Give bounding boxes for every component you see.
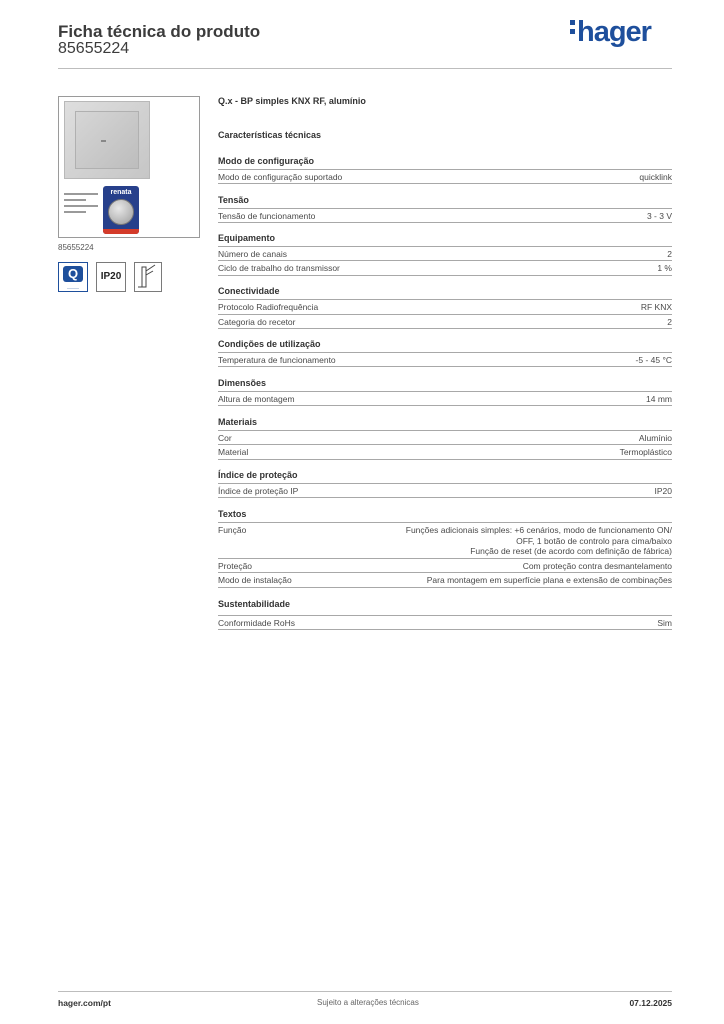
spec-value: Para montagem em superfície plana e extensão de combinações [426, 575, 672, 585]
footer-divider [58, 991, 672, 992]
section-divider [218, 629, 672, 630]
section-title: Índice de proteção [218, 470, 298, 480]
footer-notice: Sujeito a alterações técnicas [317, 998, 419, 1007]
spec-row [218, 246, 672, 259]
page-title: Ficha técnica do produto [58, 22, 261, 41]
spec-value: IP20 [654, 486, 672, 496]
spec-label: Material [218, 447, 249, 457]
section-title: Equipamento [218, 233, 276, 243]
footer-date: 07.12.2025 [629, 998, 672, 1008]
spec-row [218, 299, 672, 312]
hager-logo [570, 16, 651, 48]
product-reference: 85655224 [58, 40, 130, 57]
section-divider [218, 183, 672, 184]
spec-value: Alumínio [638, 433, 672, 443]
spec-label: Categoria do recetor [218, 317, 296, 327]
spec-row [218, 430, 672, 443]
spec-label: Altura de montagem [218, 394, 295, 404]
spec-label: Temperatura de funcionamento [218, 355, 336, 365]
spec-row [218, 444, 672, 457]
spec-row [218, 260, 672, 273]
surface-mount-icon [134, 262, 162, 292]
spec-row [218, 558, 672, 571]
technical-characteristics-heading: Características técnicas [218, 130, 322, 140]
spec-label: Conformidade RoHs [218, 618, 296, 628]
section-divider [218, 587, 672, 588]
section-divider [218, 497, 672, 498]
spec-row [218, 314, 672, 327]
spec-label: Protocolo Radiofrequência [218, 302, 319, 312]
section-divider [218, 366, 672, 367]
spec-value: Com proteção contra desmantelamento [522, 561, 672, 571]
ip-rating-badge: IP20 [96, 262, 126, 292]
battery-brand: renata [110, 189, 132, 196]
spec-label: Modo de configuração suportado [218, 172, 343, 182]
section-title: Sustentabilidade [218, 599, 291, 609]
spec-label: Modo de instalação [218, 575, 292, 585]
status-led [101, 140, 106, 142]
spec-label: Cor [218, 433, 232, 443]
spec-label: Tensão de funcionamento [218, 211, 316, 221]
product-image [58, 96, 200, 238]
spec-value [352, 525, 672, 557]
spec-row [218, 352, 672, 365]
battery-stripe [103, 229, 139, 234]
section-title: Condições de utilização [218, 339, 321, 349]
spec-row [218, 615, 672, 628]
surface-mount-drawing [135, 263, 161, 291]
spec-value: quicklink [639, 172, 672, 182]
spec-value-line: OFF, 1 botão de controlo para cima/baixo [516, 535, 672, 546]
spec-value: Termoplástico [619, 447, 672, 457]
section-title: Dimensões [218, 378, 267, 388]
spec-value: 2 [667, 317, 672, 327]
logo-colon-icon [570, 16, 577, 38]
spec-value: 14 mm [646, 394, 672, 404]
spec-row [218, 208, 672, 221]
spec-label: Índice de proteção IP [218, 486, 299, 496]
section-divider [218, 459, 672, 460]
section-title: Tensão [218, 195, 249, 205]
spec-row [218, 483, 672, 496]
spec-row [218, 391, 672, 404]
qx-system-badge [58, 262, 88, 292]
spec-label: Ciclo de trabalho do transmissor [218, 263, 340, 273]
spec-row [218, 169, 672, 182]
qx-badge-stripe: ——— [67, 285, 79, 290]
spec-label: Proteção [218, 561, 253, 571]
push-button-rocker [75, 111, 139, 169]
spec-value: 1 % [657, 263, 672, 273]
header-divider [58, 68, 672, 69]
section-divider [218, 222, 672, 223]
section-divider [218, 275, 672, 276]
qx-logo-icon: Q [63, 266, 83, 282]
spec-label: Função [218, 525, 247, 535]
spec-value: 2 [667, 249, 672, 259]
section-divider [218, 328, 672, 329]
push-button-plate [64, 101, 150, 179]
spec-label: Número de canais [218, 249, 287, 259]
footer-website-link[interactable]: hager.com/pt [58, 998, 111, 1008]
section-title: Textos [218, 509, 247, 519]
battery-pack [103, 186, 139, 234]
product-name: Q.x - BP simples KNX RF, alumínio [218, 96, 366, 106]
spec-value: Sim [657, 618, 672, 628]
coin-cell-icon [108, 199, 134, 225]
spec-value: RF KNX [640, 302, 672, 312]
spec-row [218, 572, 672, 585]
spec-value: -5 - 45 °C [635, 355, 672, 365]
spec-value-line: Funções adicionais simples: +6 cenários, modo de funcionamento ON/ [405, 525, 672, 535]
spec-value: 3 - 3 V [646, 211, 672, 221]
spec-row [218, 522, 672, 558]
section-title: Modo de configuração [218, 156, 315, 166]
mounting-screws-icon [64, 189, 98, 219]
spec-value-line: Função de reset (de acordo com definição de fábrica) [470, 546, 672, 556]
section-title: Conectividade [218, 286, 280, 296]
section-divider [218, 405, 672, 406]
section-title: Materiais [218, 417, 258, 427]
image-caption: 85655224 [58, 243, 94, 252]
logo-text: hager [577, 16, 651, 48]
